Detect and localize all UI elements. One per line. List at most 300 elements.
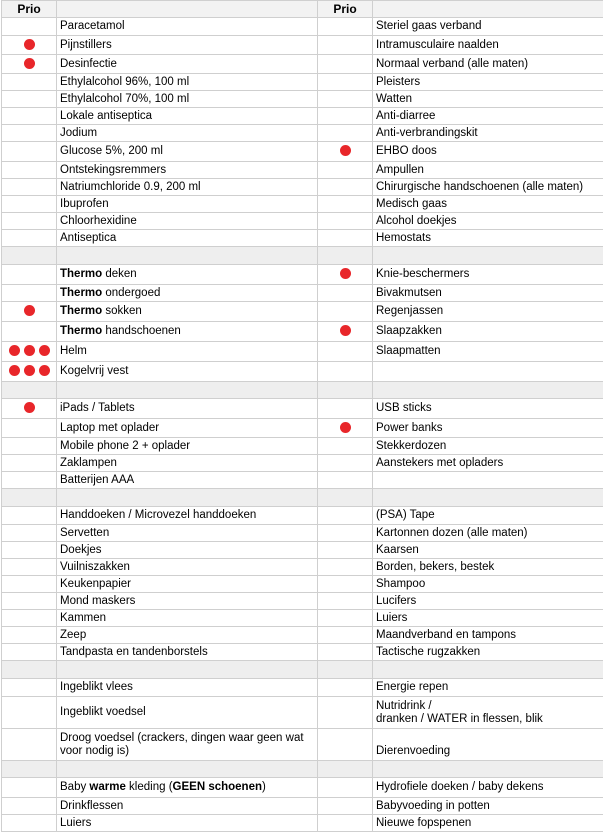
item-cell-left bbox=[57, 265, 318, 285]
prio-cell-left bbox=[2, 342, 57, 362]
item-text: Slaapzakken bbox=[376, 325, 442, 337]
prio-cell-right bbox=[318, 525, 373, 542]
spacer-cell bbox=[373, 247, 603, 265]
section-spacer-row bbox=[2, 382, 603, 399]
prio-cell-right bbox=[318, 697, 373, 729]
spacer-cell bbox=[318, 382, 373, 399]
table-row bbox=[2, 525, 603, 542]
item-text: Ethylalcohol 70%, 100 ml bbox=[60, 92, 190, 105]
prio-header-left: Prio bbox=[2, 1, 57, 18]
prio-cell-right bbox=[318, 362, 373, 382]
item-text: Luiers bbox=[376, 611, 408, 624]
item-text: Aanstekers met opladers bbox=[376, 456, 504, 469]
table-row bbox=[2, 438, 603, 455]
item-text: Bivakmutsen bbox=[376, 286, 442, 299]
item-text: Handdoeken / Microvezel handdoeken bbox=[60, 509, 257, 521]
item-text: Ingeblikt voedsel bbox=[60, 706, 146, 718]
item-text: Keukenpapier bbox=[60, 577, 131, 590]
table-row bbox=[2, 644, 603, 661]
item-text: kleding ( bbox=[125, 781, 173, 793]
item-text: Ibuprofen bbox=[60, 197, 109, 210]
item-text: Anti-diarree bbox=[376, 109, 436, 122]
prio-cell-left bbox=[2, 36, 57, 55]
prio-cell-left bbox=[2, 18, 57, 36]
table-row bbox=[2, 472, 603, 489]
prio-cell-left bbox=[2, 438, 57, 455]
priority-dot-icon bbox=[340, 325, 351, 336]
spacer-cell bbox=[2, 247, 57, 265]
item-cell-right bbox=[373, 438, 603, 455]
item-cell-right bbox=[373, 576, 603, 593]
priority-dot-icon bbox=[24, 58, 35, 69]
table-row bbox=[2, 213, 603, 230]
prio-cell-left bbox=[2, 610, 57, 627]
item-cell-right bbox=[373, 55, 603, 74]
item-text: Zaklampen bbox=[60, 456, 117, 469]
item-cell-right bbox=[373, 322, 603, 342]
item-text: Kartonnen dozen (alle maten) bbox=[376, 526, 528, 539]
prio-cell-right bbox=[318, 507, 373, 525]
table-row bbox=[2, 610, 603, 627]
prio-cell-left bbox=[2, 230, 57, 247]
item-text: Shampoo bbox=[376, 577, 426, 590]
item-text: Energie repen bbox=[376, 681, 449, 693]
item-cell-left bbox=[57, 472, 318, 489]
prio-cell-right bbox=[318, 542, 373, 559]
item-text: Glucose 5%, 200 ml bbox=[60, 145, 163, 157]
item-text: Nieuwe fopspenen bbox=[376, 816, 472, 829]
prio-cell-right bbox=[318, 302, 373, 322]
item-cell-left bbox=[57, 399, 318, 419]
item-cell-left bbox=[57, 213, 318, 230]
item-cell-left bbox=[57, 778, 318, 798]
table-row bbox=[2, 697, 603, 729]
item-text-bold: Thermo bbox=[60, 286, 103, 299]
item-text: Medisch gaas bbox=[376, 197, 447, 210]
item-cell-right bbox=[373, 362, 603, 382]
table-row bbox=[2, 419, 603, 438]
item-text: Pleisters bbox=[376, 75, 421, 88]
item-text: Drinkflessen bbox=[60, 799, 124, 812]
spacer-cell bbox=[373, 489, 603, 507]
table-row bbox=[2, 507, 603, 525]
item-text: iPads / Tablets bbox=[60, 402, 135, 414]
spacer-cell bbox=[57, 661, 318, 679]
prio-cell-right bbox=[318, 55, 373, 74]
spacer-cell bbox=[2, 661, 57, 679]
spacer-cell bbox=[57, 247, 318, 265]
item-cell-right bbox=[373, 610, 603, 627]
prio-cell-left bbox=[2, 815, 57, 832]
prio-cell-left bbox=[2, 399, 57, 419]
prio-cell-right bbox=[318, 610, 373, 627]
item-cell-right bbox=[373, 213, 603, 230]
table-row bbox=[2, 362, 603, 382]
item-cell-right bbox=[373, 419, 603, 438]
item-text-bold: Thermo bbox=[60, 305, 103, 317]
spacer-cell bbox=[373, 761, 603, 778]
prio-cell-right bbox=[318, 627, 373, 644]
item-cell-left bbox=[57, 559, 318, 576]
item-text: Anti-verbrandingskit bbox=[376, 126, 478, 139]
item-cell-left bbox=[57, 125, 318, 142]
table-row bbox=[2, 162, 603, 179]
prio-cell-right bbox=[318, 213, 373, 230]
item-text: ) bbox=[262, 781, 266, 793]
item-text: Paracetamol bbox=[60, 20, 125, 32]
item-cell-right bbox=[373, 798, 603, 815]
item-cell-right bbox=[373, 302, 603, 322]
item-cell-left bbox=[57, 679, 318, 697]
item-cell-right bbox=[373, 342, 603, 362]
item-cell-left bbox=[57, 302, 318, 322]
prio-cell-right bbox=[318, 778, 373, 798]
item-cell-left bbox=[57, 91, 318, 108]
item-text-bold: Thermo bbox=[60, 268, 103, 280]
item-cell-left bbox=[57, 438, 318, 455]
item-text: Vuilniszakken bbox=[60, 560, 130, 573]
item-cell-right bbox=[373, 593, 603, 610]
item-cell-right bbox=[373, 559, 603, 576]
prio-cell-left bbox=[2, 302, 57, 322]
table-row bbox=[2, 322, 603, 342]
checklist-table bbox=[1, 0, 603, 832]
prio-cell-left bbox=[2, 108, 57, 125]
priority-dot-icon bbox=[39, 365, 50, 376]
table-row bbox=[2, 679, 603, 697]
prio-cell-left bbox=[2, 213, 57, 230]
item-cell-right bbox=[373, 679, 603, 697]
prio-cell-right bbox=[318, 230, 373, 247]
section-spacer-row bbox=[2, 489, 603, 507]
item-text: Antiseptica bbox=[60, 231, 117, 244]
item-text: Hydrofiele doeken / baby dekens bbox=[376, 781, 544, 793]
item-cell-left bbox=[57, 342, 318, 362]
table-row bbox=[2, 55, 603, 74]
prio-cell-right bbox=[318, 108, 373, 125]
section-spacer-row bbox=[2, 761, 603, 778]
prio-cell-right bbox=[318, 179, 373, 196]
item-cell-left bbox=[57, 55, 318, 74]
item-cell-right bbox=[373, 74, 603, 91]
item-cell-right bbox=[373, 697, 603, 729]
item-text: Laptop met oplader bbox=[60, 421, 160, 434]
prio-cell-left bbox=[2, 196, 57, 213]
prio-cell-right bbox=[318, 438, 373, 455]
prio-cell-right bbox=[318, 455, 373, 472]
item-text-bold: Thermo bbox=[60, 325, 103, 337]
prio-header-right: Prio bbox=[318, 1, 373, 18]
item-text: Kogelvrij vest bbox=[60, 365, 129, 377]
item-text: sokken bbox=[102, 305, 142, 317]
item-cell-right bbox=[373, 399, 603, 419]
item-text: Normaal verband (alle maten) bbox=[376, 57, 529, 70]
item-cell-left bbox=[57, 798, 318, 815]
item-text: Chloorhexidine bbox=[60, 214, 137, 227]
item-cell-right bbox=[373, 125, 603, 142]
priority-dot-icon bbox=[24, 345, 35, 356]
item-cell-left bbox=[57, 36, 318, 55]
prio-cell-right bbox=[318, 18, 373, 36]
priority-dot-icon bbox=[24, 402, 35, 413]
item-cell-right bbox=[373, 627, 603, 644]
prio-cell-left bbox=[2, 74, 57, 91]
priority-dot-icon bbox=[24, 365, 35, 376]
item-text: Nutridrink / dranken / WATER in flessen, blik bbox=[376, 700, 543, 725]
priority-dot-icon bbox=[9, 345, 20, 356]
item-cell-right bbox=[373, 525, 603, 542]
item-text: Lucifers bbox=[376, 594, 417, 607]
item-cell-right bbox=[373, 542, 603, 559]
table-row bbox=[2, 302, 603, 322]
item-cell-left bbox=[57, 729, 318, 761]
prio-cell-left bbox=[2, 179, 57, 196]
item-cell-right bbox=[373, 108, 603, 125]
item-cell-right bbox=[373, 162, 603, 179]
spacer-cell bbox=[318, 761, 373, 778]
table-row bbox=[2, 74, 603, 91]
spacer-cell bbox=[318, 489, 373, 507]
prio-cell-left bbox=[2, 679, 57, 697]
item-text: Alcohol doekjes bbox=[376, 214, 457, 227]
table-row bbox=[2, 196, 603, 213]
table-row bbox=[2, 576, 603, 593]
prio-cell-left bbox=[2, 507, 57, 525]
prio-cell-left bbox=[2, 697, 57, 729]
table-row bbox=[2, 778, 603, 798]
item-cell-left bbox=[57, 108, 318, 125]
prio-cell-right bbox=[318, 91, 373, 108]
item-text: Jodium bbox=[60, 126, 98, 139]
item-text: Lokale antiseptica bbox=[60, 109, 153, 122]
prio-cell-right bbox=[318, 162, 373, 179]
spacer-cell bbox=[2, 382, 57, 399]
priority-dot-icon bbox=[39, 345, 50, 356]
item-text: deken bbox=[102, 268, 137, 280]
item-cell-right bbox=[373, 230, 603, 247]
item-cell-right bbox=[373, 18, 603, 36]
item-text: Kammen bbox=[60, 611, 107, 624]
item-text: Ontstekingsremmers bbox=[60, 163, 167, 176]
priority-dot-icon bbox=[24, 305, 35, 316]
item-cell-left bbox=[57, 419, 318, 438]
item-text: Borden, bekers, bestek bbox=[376, 560, 495, 573]
item-cell-right bbox=[373, 91, 603, 108]
table-row bbox=[2, 342, 603, 362]
item-cell-right bbox=[373, 285, 603, 302]
item-header-right bbox=[373, 1, 603, 18]
item-text: Power banks bbox=[376, 421, 443, 434]
prio-cell-left bbox=[2, 576, 57, 593]
prio-cell-left bbox=[2, 285, 57, 302]
table-row bbox=[2, 142, 603, 162]
item-text: Mobile phone 2 + oplader bbox=[60, 439, 191, 452]
prio-cell-left bbox=[2, 419, 57, 438]
priority-dot-icon bbox=[340, 145, 351, 156]
prio-cell-left bbox=[2, 778, 57, 798]
item-text: Droog voedsel (crackers, dingen waar geen wat voor nodig is) bbox=[60, 731, 304, 757]
table-row bbox=[2, 230, 603, 247]
table-row bbox=[2, 108, 603, 125]
item-cell-right bbox=[373, 778, 603, 798]
prio-cell-left bbox=[2, 542, 57, 559]
item-cell-left bbox=[57, 644, 318, 661]
prio-cell-right bbox=[318, 729, 373, 761]
item-cell-left bbox=[57, 230, 318, 247]
prio-cell-left bbox=[2, 125, 57, 142]
priority-dot-icon bbox=[340, 268, 351, 279]
item-cell-left bbox=[57, 815, 318, 832]
item-text: Zeep bbox=[60, 628, 87, 641]
item-cell-left bbox=[57, 507, 318, 525]
spacer-cell bbox=[373, 382, 603, 399]
prio-cell-left bbox=[2, 559, 57, 576]
prio-cell-right bbox=[318, 399, 373, 419]
prio-cell-right bbox=[318, 472, 373, 489]
item-text: Ingeblikt vlees bbox=[60, 681, 133, 693]
item-text: Ethylalcohol 96%, 100 ml bbox=[60, 75, 190, 88]
prio-cell-left bbox=[2, 644, 57, 661]
item-text: handschoenen bbox=[102, 325, 181, 337]
prio-cell-right bbox=[318, 285, 373, 302]
item-text: Stekkerdozen bbox=[376, 439, 447, 452]
item-cell-left bbox=[57, 18, 318, 36]
prio-cell-right bbox=[318, 265, 373, 285]
table-row bbox=[2, 729, 603, 761]
item-cell-right bbox=[373, 265, 603, 285]
prio-cell-right bbox=[318, 576, 373, 593]
prio-cell-right bbox=[318, 644, 373, 661]
item-cell-right bbox=[373, 455, 603, 472]
table-row bbox=[2, 125, 603, 142]
item-text-bold: warme bbox=[89, 781, 126, 793]
item-cell-left bbox=[57, 162, 318, 179]
item-cell-right bbox=[373, 196, 603, 213]
table-row bbox=[2, 593, 603, 610]
item-text: Maandverband en tampons bbox=[376, 628, 517, 641]
item-text: Intramusculaire naalden bbox=[376, 38, 499, 51]
spacer-cell bbox=[318, 661, 373, 679]
item-text: Kaarsen bbox=[376, 543, 419, 556]
item-cell-left bbox=[57, 525, 318, 542]
item-cell-right bbox=[373, 507, 603, 525]
item-cell-right bbox=[373, 729, 603, 761]
item-text: Baby bbox=[60, 781, 90, 793]
item-cell-right bbox=[373, 36, 603, 55]
item-text: Knie-beschermers bbox=[376, 268, 470, 280]
prio-cell-right bbox=[318, 74, 373, 91]
prio-cell-left bbox=[2, 55, 57, 74]
item-header-left bbox=[57, 1, 318, 18]
table-row bbox=[2, 627, 603, 644]
item-text: EHBO doos bbox=[376, 145, 437, 157]
table-row bbox=[2, 399, 603, 419]
table-row bbox=[2, 18, 603, 36]
item-cell-left bbox=[57, 322, 318, 342]
prio-cell-left bbox=[2, 627, 57, 644]
item-text: ondergoed bbox=[102, 286, 161, 299]
table-row bbox=[2, 91, 603, 108]
spacer-cell bbox=[2, 761, 57, 778]
priority-dot-icon bbox=[340, 422, 351, 433]
prio-cell-right bbox=[318, 815, 373, 832]
prio-cell-left bbox=[2, 798, 57, 815]
item-text: Hemostats bbox=[376, 231, 431, 244]
item-cell-right bbox=[373, 644, 603, 661]
priority-dot-icon bbox=[9, 365, 20, 376]
item-text: Pijnstillers bbox=[60, 38, 112, 51]
item-cell-left bbox=[57, 576, 318, 593]
prio-cell-right bbox=[318, 798, 373, 815]
prio-cell-right bbox=[318, 419, 373, 438]
item-cell-right bbox=[373, 472, 603, 489]
prio-cell-left bbox=[2, 362, 57, 382]
table-row bbox=[2, 285, 603, 302]
checklist-body bbox=[2, 18, 603, 832]
prio-cell-right bbox=[318, 125, 373, 142]
item-cell-left bbox=[57, 142, 318, 162]
prio-cell-right bbox=[318, 322, 373, 342]
item-text: Babyvoeding in potten bbox=[376, 799, 490, 812]
item-text: Mond maskers bbox=[60, 594, 136, 607]
item-text: (PSA) Tape bbox=[376, 509, 435, 521]
item-text: Helm bbox=[60, 345, 87, 357]
item-cell-left bbox=[57, 179, 318, 196]
prio-cell-left bbox=[2, 265, 57, 285]
spacer-cell bbox=[318, 247, 373, 265]
item-cell-left bbox=[57, 455, 318, 472]
item-text: Natriumchloride 0.9, 200 ml bbox=[60, 180, 201, 193]
item-cell-left bbox=[57, 196, 318, 213]
table-row bbox=[2, 815, 603, 832]
table-row bbox=[2, 559, 603, 576]
item-cell-left bbox=[57, 542, 318, 559]
item-text: Steriel gaas verband bbox=[376, 20, 482, 32]
item-text: Dierenvoeding bbox=[376, 745, 451, 757]
item-cell-right bbox=[373, 142, 603, 162]
spacer-cell bbox=[57, 761, 318, 778]
item-text: Desinfectie bbox=[60, 57, 117, 70]
item-text: Ampullen bbox=[376, 163, 424, 176]
spacer-cell bbox=[373, 661, 603, 679]
spacer-cell bbox=[57, 382, 318, 399]
prio-cell-left bbox=[2, 593, 57, 610]
item-cell-left bbox=[57, 627, 318, 644]
prio-cell-right bbox=[318, 142, 373, 162]
table-row bbox=[2, 265, 603, 285]
prio-cell-left bbox=[2, 729, 57, 761]
item-cell-left bbox=[57, 610, 318, 627]
table-row bbox=[2, 542, 603, 559]
item-cell-left bbox=[57, 362, 318, 382]
prio-cell-left bbox=[2, 91, 57, 108]
section-spacer-row bbox=[2, 661, 603, 679]
item-text: Batterijen AAA bbox=[60, 473, 135, 486]
prio-cell-left bbox=[2, 525, 57, 542]
prio-cell-right bbox=[318, 36, 373, 55]
section-spacer-row bbox=[2, 247, 603, 265]
item-cell-left bbox=[57, 74, 318, 91]
priority-dot-icon bbox=[24, 39, 35, 50]
item-text: Watten bbox=[376, 92, 413, 105]
item-cell-right bbox=[373, 179, 603, 196]
table-row bbox=[2, 36, 603, 55]
item-text: Tandpasta en tandenborstels bbox=[60, 645, 208, 658]
prio-cell-left bbox=[2, 162, 57, 179]
prio-cell-right bbox=[318, 593, 373, 610]
prio-cell-left bbox=[2, 472, 57, 489]
prio-cell-right bbox=[318, 342, 373, 362]
